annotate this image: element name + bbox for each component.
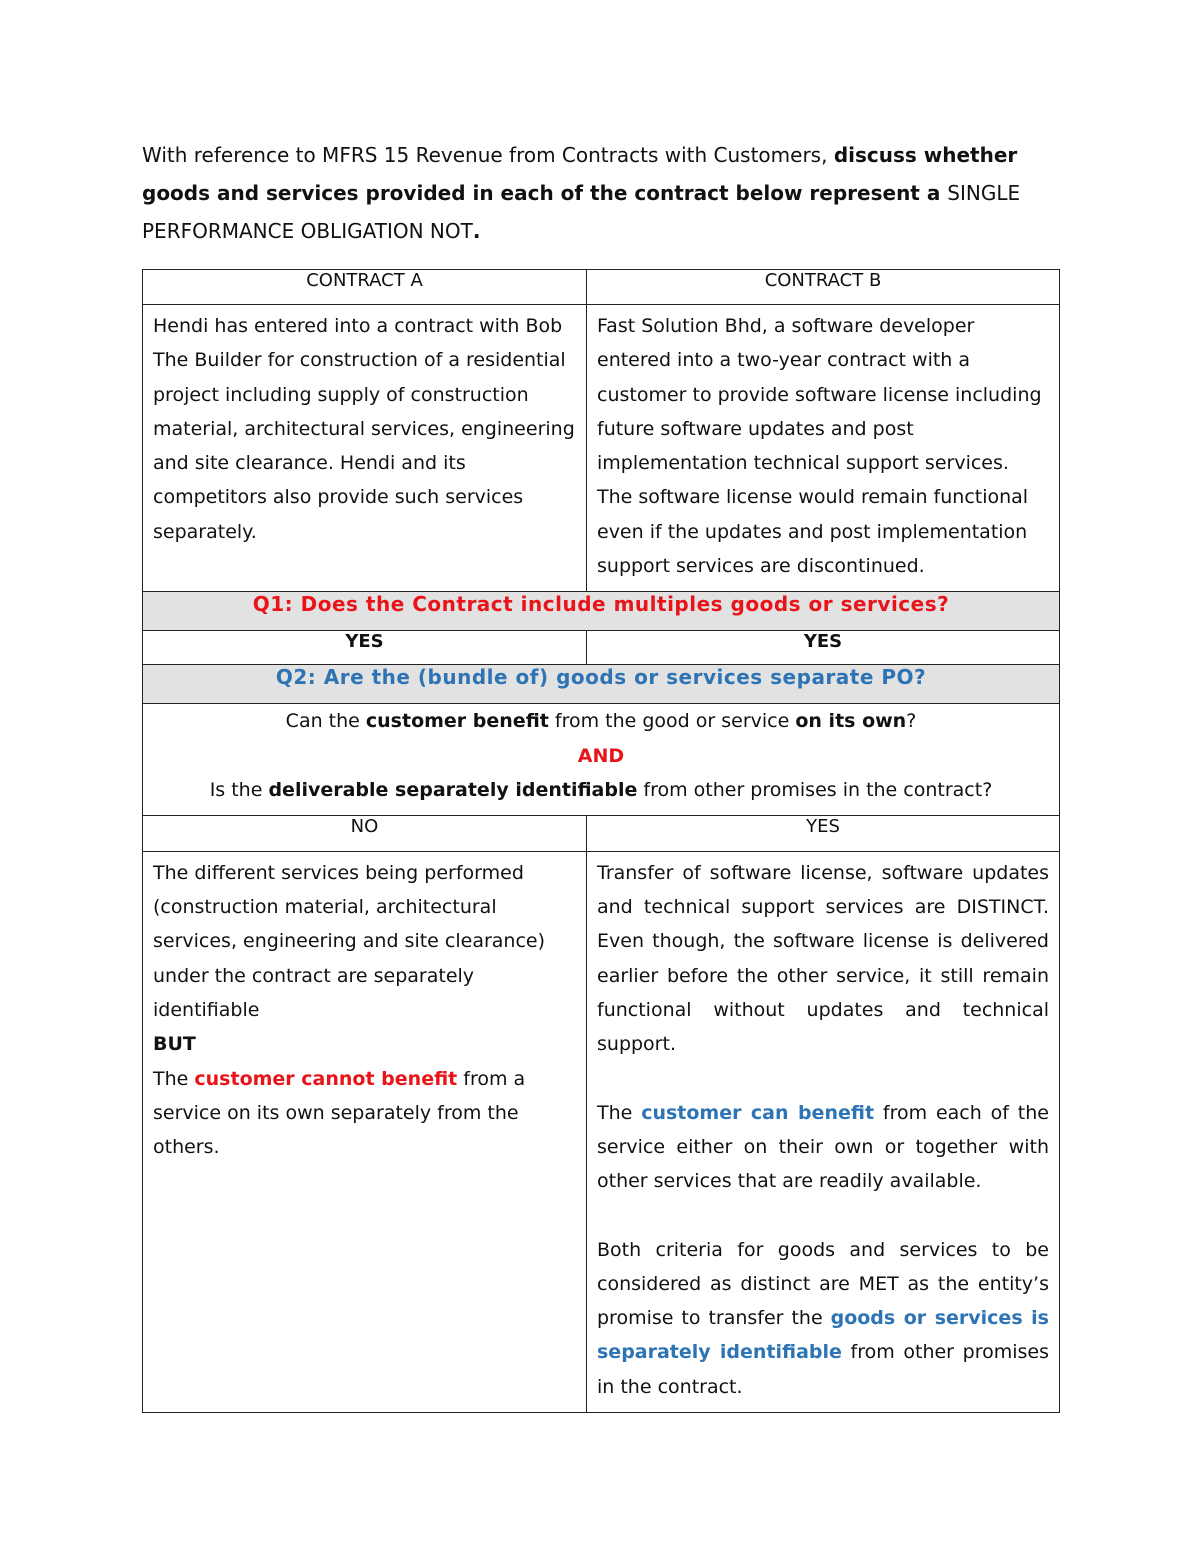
customer-cannot-benefit-highlight: customer cannot benefit [194,1067,458,1090]
header-row [143,270,1060,305]
q1-question: Q1: Does the Contract include multiples goods or services? [143,592,1060,631]
q1-answer-row [143,631,1060,665]
spacer [597,1199,1049,1233]
criteria-line-3 [143,773,1059,808]
answer-a: NO [143,815,587,851]
customer-can-benefit-highlight: customer can benefit [641,1101,875,1124]
criteria-and: AND [577,744,625,767]
header-contract-a: CONTRACT A [143,270,587,305]
intro-text: With reference to MFRS 15 Revenue from Contracts with Customers, [142,143,834,167]
criteria-line-1 [143,704,1059,739]
criteria-text: Can the [285,710,366,733]
explanation-a-p1: The different services being performed (construction material, architectural services, engineering and site clearance) under the contract are separately identifiable [153,861,546,1022]
criteria-bold: deliverable separately identifiable [268,779,638,802]
explanation-a [143,851,587,1412]
explanation-a-p2 [153,1062,576,1165]
intro-caps-text: SINGLE PERFORMANCE OBLIGATION NOT [142,181,1021,243]
intro-paragraph [142,136,1042,250]
explanation-text: The [597,1101,642,1124]
criteria-text: from other promises in the contract? [637,779,993,802]
criteria-cell [143,704,1060,816]
criteria-bold: customer benefit [365,710,549,733]
q1-answer-b: YES [587,631,1060,665]
q2-question: Q2: Are the (bundle of) goods or services separate PO? [143,665,1060,704]
explanation-text: Both criteria for goods and services to be considered as distinct are MET as the entity’s promise to transfer the [597,1238,1049,1330]
intro-bold-text: discuss whether goods and services provided in each of the contract below represent a [142,143,1018,205]
contract-b-description: Fast Solution Bhd, a software developer entered into a two-year contract with a customer to provide software license including future software updates and post implementation technical support services. The software license would remain functional even if the updates and post implementation support services are discontinued. [587,305,1060,592]
explanation-text: from other promises in the contract. [597,1341,1049,1398]
explanation-b-p3 [597,1233,1049,1404]
intro-period: . [472,219,481,243]
criteria-text: ? [906,710,917,733]
answer-b: YES [587,815,1060,851]
criteria-text: from the good or service [548,710,796,733]
explanation-a-but: BUT [153,1033,196,1056]
explanation-row [143,851,1060,1412]
contract-description-row [143,305,1060,592]
criteria-bold: on its own [795,710,907,733]
explanation-text: from a service on its own separately from the others. [153,1067,526,1159]
explanation-b-p1: Transfer of software license, software updates and technical support services are DISTINCT. Even though, the software license is delivered earlier before the other service, it still remain functional without updates and technical support. [597,861,1049,1056]
answer-row [143,815,1060,851]
criteria-row [143,704,1060,816]
criteria-text: Is the [209,779,269,802]
header-contract-b: CONTRACT B [587,270,1060,305]
explanation-b-p2 [597,1096,1049,1199]
contracts-table [142,269,1060,1413]
q2-row [143,665,1060,704]
spacer [597,1062,1049,1096]
q1-row [143,592,1060,631]
explanation-text: The [153,1067,195,1090]
contract-a-description: Hendi has entered into a contract with Bob The Builder for construction of a residential project including supply of construction material, architectural services, engineering and site clearance. Hendi and its competitors also provide such services separately. [143,305,587,592]
separately-identifiable-highlight: goods or services is separately identifiable [597,1307,1049,1364]
q1-answer-a: YES [143,631,587,665]
explanation-b [587,851,1060,1412]
explanation-text: from each of the service either on their own or together with other services that are readily available. [597,1101,1049,1193]
